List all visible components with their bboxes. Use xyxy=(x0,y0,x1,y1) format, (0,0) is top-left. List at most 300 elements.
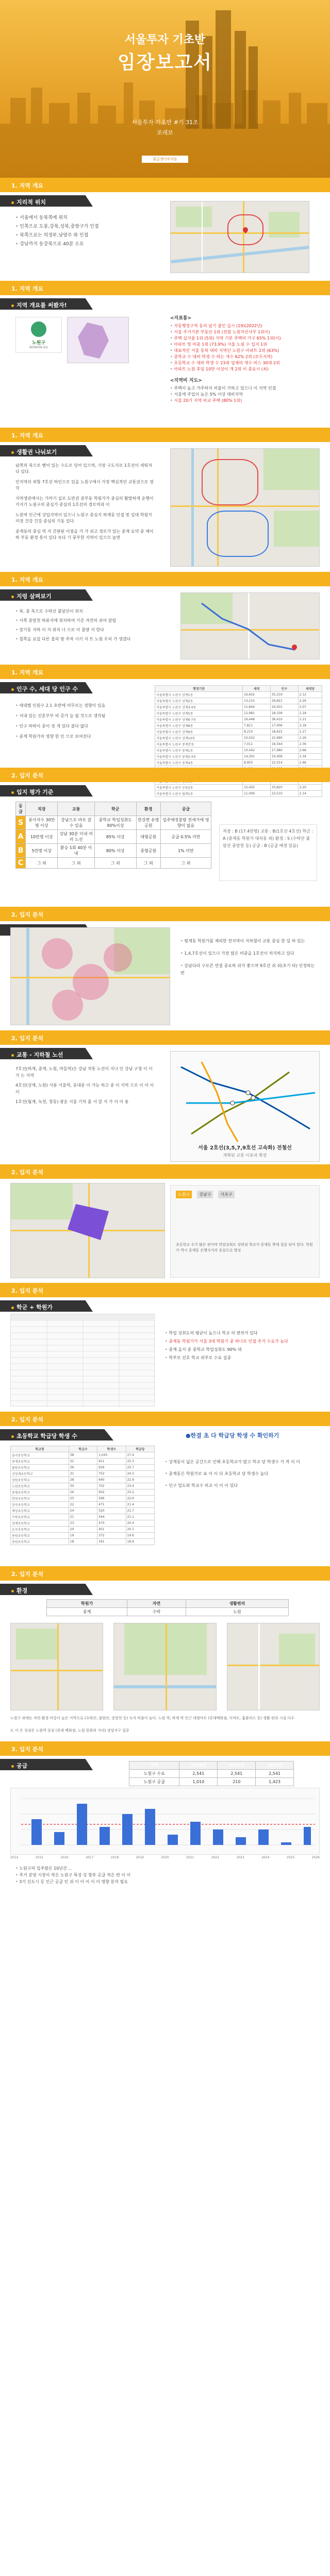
table-cell: 602 xyxy=(97,1489,126,1496)
table-cell: 401 xyxy=(97,1527,126,1533)
table-cell: 7,011 xyxy=(243,741,271,748)
city-skyline-image xyxy=(0,0,330,178)
section-header xyxy=(0,768,330,782)
table-cell: 노원구 공급 xyxy=(129,1778,179,1786)
map-subcaption: 계획된 교통 이용과 확장 xyxy=(223,1153,267,1158)
section-number: 1. 지역 개요 xyxy=(11,285,43,292)
side-title: <지표통> xyxy=(170,316,192,321)
list-item: • 상계동이 넓은 공간으로 인해 초등학교가 많고 학교 당 학생수 가 적 이 이 xyxy=(165,1458,320,1466)
table-cell: 21 xyxy=(69,1514,97,1520)
table-cell: 1,043 xyxy=(97,1452,126,1459)
subsection-title: 학군 + 학원가 xyxy=(16,1304,53,1311)
section-header xyxy=(0,1741,330,1756)
table-cell: 372 xyxy=(97,1533,126,1539)
section-header xyxy=(0,665,330,679)
table-header: 학군 xyxy=(94,802,136,816)
table-cell: 24 xyxy=(69,1508,97,1514)
district-logo-icon xyxy=(31,321,46,337)
table-cell: 2.36 xyxy=(298,741,322,748)
list-item: • 북, 중 목으로 수락산 불암산이 위치 xyxy=(15,607,170,616)
section-number: 2. 입지 분석 xyxy=(11,1169,43,1176)
table-row xyxy=(11,1520,155,1527)
table-cell: 상곡초등학교 xyxy=(11,1502,69,1508)
section-header xyxy=(0,1566,330,1581)
section-environment xyxy=(0,1566,330,1741)
table-cell: 서울특별시 노원구 상계2동 xyxy=(155,698,243,704)
table-row xyxy=(155,754,322,760)
table-cell: 12,981 xyxy=(243,710,271,717)
table-cell: 8,210 xyxy=(243,729,271,735)
table-cell: 30 xyxy=(69,1483,97,1489)
table-cell: 22.9 xyxy=(126,1477,154,1483)
environment-table xyxy=(46,1599,289,1616)
subsection-title: 초등학교 학급당 학생 수 xyxy=(16,1433,77,1439)
table-row xyxy=(11,1502,155,1508)
table-cell: 20.4 xyxy=(126,1520,154,1527)
school-chart xyxy=(170,1185,320,1278)
legend-item: 서초구 xyxy=(218,1191,234,1198)
grade-note: 직장 : B (17.4만명) 교통 : B(1호선 4호선) 학군 : A (중계동 학원가 대치동 외) 환경 : S (수락산 불암산 중랑천 등) 공급 : B (공급 예정 있음) xyxy=(223,829,314,848)
section-number: 2. 입지 분석 xyxy=(11,772,43,779)
table-cell: 수락 xyxy=(127,1608,186,1616)
table-cell: 2.18 xyxy=(298,710,322,717)
table-cell: 그 외 xyxy=(58,858,94,869)
environment-map-left[interactable] xyxy=(10,1623,103,1710)
visit-route-map[interactable] xyxy=(180,592,320,659)
table-cell: 2.14 xyxy=(298,791,322,797)
hero-meta-class: 서울투자 기초반 #기 31조 xyxy=(131,119,199,126)
table-cell: 노원구 수요 xyxy=(129,1770,179,1778)
station-radius xyxy=(42,938,73,969)
section-header xyxy=(0,1283,330,1297)
table-row xyxy=(155,692,322,698)
table-cell: 중형공원 xyxy=(136,844,160,858)
year-label: 2017 xyxy=(86,1856,94,1859)
list-item: • 초등학교 수 대비 학생 수 23위 업체의 개수 비스 30대 2위 xyxy=(170,360,320,366)
table-cell: 16,448 xyxy=(243,717,271,723)
table-cell: 1,010 xyxy=(179,1778,218,1786)
table-cell: 11,006 xyxy=(243,791,271,797)
list-item: • 중계동 학원가가 서울 3대 학원가 중 하나로 인접 주거 수요가 높다 xyxy=(165,1337,320,1346)
table-cell: 서울특별시 노원구 상계6·7동 xyxy=(155,717,243,723)
table-row xyxy=(155,748,322,754)
list-item: • 서울에 주입이 높은 5% 이상 대비지역 xyxy=(170,392,320,398)
table-cell: 17,006 xyxy=(270,723,298,729)
table-header: 직장 xyxy=(26,802,58,816)
section-header xyxy=(0,1412,330,1426)
subsection-title: 지리적 위치 xyxy=(16,199,46,206)
table-cell: 470 xyxy=(97,1520,126,1527)
table-row xyxy=(11,1489,155,1496)
section-lines xyxy=(0,1030,330,1164)
list-item: • 자동행정구역 동의 날기 줄인 실시 (19)(2022년) xyxy=(170,323,320,329)
table-header: 공급 xyxy=(160,802,211,816)
list-item: • 서울에서 동북쪽에 위치 xyxy=(15,214,160,223)
table-cell: A xyxy=(16,830,26,844)
table-cell: 22,014 xyxy=(270,760,298,766)
table-cell: 2.21 xyxy=(298,717,322,723)
hero-banner xyxy=(0,0,330,178)
table-cell: 28 xyxy=(69,1477,97,1483)
table-cell: 중계 xyxy=(47,1608,127,1616)
year-label: 2018 xyxy=(110,1856,119,1859)
table-cell: 서울특별시 노원구 상계10동 xyxy=(155,735,243,741)
table-header: 교통 xyxy=(58,802,94,816)
environment-caption: 노원구 외에는 자연 환경 비중이 높은 지역으로 (수락산, 불암산, 중랑천 등) 녹지 비율이 높다. 노원 역, 하계 역 인근 대형마트 (롯데백화점, 이마트, 홈플러스 등) 생활 편의 시설 다수 xyxy=(10,1716,294,1720)
section-header xyxy=(0,572,330,586)
table-cell: 그 외 xyxy=(160,858,211,869)
list-item: • 서울 20기 지역 비교 주택 (80% 1위) xyxy=(170,398,320,404)
table-header: 2025년 xyxy=(218,1761,256,1770)
station-radius xyxy=(104,943,132,972)
table-cell: 입주예정물량 전세가에 영향이 없음 xyxy=(160,816,211,830)
table-cell: 702 xyxy=(97,1483,126,1489)
table-row xyxy=(155,760,322,766)
list-item: • 지내 있는 신혼부부 비 증가 늘 될 것으로 생각됨 xyxy=(15,711,150,721)
table-cell: 18 xyxy=(69,1539,97,1545)
section-number: 2. 입지 분석 xyxy=(11,1416,43,1423)
section-school-map xyxy=(0,1164,330,1283)
environment-map-center[interactable] xyxy=(113,1623,217,1710)
table-cell: S xyxy=(16,816,26,830)
table-cell: 26 xyxy=(69,1489,97,1496)
table-cell: 2,541 xyxy=(256,1770,294,1778)
table-cell: 31 xyxy=(69,1471,97,1477)
list-item: • 중학교 수 대비 학생 수 하는 개수 62% 2위 (모두지역) xyxy=(170,354,320,360)
table-header: 학원가 xyxy=(47,1600,127,1608)
school-district-shape xyxy=(68,1204,109,1240)
list-item: • 강남까지 동강북으로 40분 소요 xyxy=(15,240,160,249)
list-item: • 중계 학원가의 영향 한 인 으로 보여진다 xyxy=(15,732,150,742)
section-number: 2. 입지 분석 xyxy=(11,1035,43,1042)
section-number: 1. 지역 개요 xyxy=(11,432,43,439)
school-map[interactable] xyxy=(10,1183,165,1278)
table-cell: 36,410 xyxy=(270,717,298,723)
section-number: 2. 입지 분석 xyxy=(11,1571,43,1578)
paragraph: 지역생권에서는 가까기 실로 도만권 중부동 학원가가 중심의 활발하게 운행이가지기 노원구의 중심가 중심의 1호선의 경로역과 이 xyxy=(15,496,154,507)
table-cell: 환승 1회 40분 이내 xyxy=(58,844,94,858)
station-radius xyxy=(52,990,83,1021)
table-cell: 444 xyxy=(97,1514,126,1520)
table-cell: 18,622 xyxy=(270,729,298,735)
table-cell: 서울특별시 노원구 상계8동 xyxy=(155,723,243,729)
subsection-title: 인구 수, 세대 당 인구 수 xyxy=(16,686,78,692)
table-cell: 강남 30분 이내 여러 노선 xyxy=(58,830,94,844)
table-cell: 24,501 xyxy=(270,704,298,710)
table-header: 학급당 xyxy=(126,1446,154,1452)
year-label: 2015 xyxy=(35,1856,43,1859)
table-header: 생활편의 xyxy=(186,1600,288,1608)
table-cell: 23 xyxy=(69,1520,97,1527)
section-supply xyxy=(0,1741,330,1891)
list-item: • 강남다라 구로콘 연결 중요하 쉬가 좋으며 9호선 쉬 쉬(초기 타) 인정하는 편 xyxy=(180,962,320,977)
district-sub: NOWON-GU xyxy=(29,346,48,349)
station-area-map[interactable] xyxy=(10,927,170,1025)
table-cell: 2.12 xyxy=(298,692,322,698)
route-path xyxy=(181,593,320,659)
supply-table xyxy=(129,1761,294,1786)
section-header xyxy=(0,907,330,921)
list-item: • 아파트 노원 후임 10만 이상이 개 2위 이 중요시 (최) xyxy=(170,366,320,372)
table-cell: 23.2 xyxy=(126,1489,154,1496)
year-label: 2022 xyxy=(211,1856,220,1859)
paragraph: 중계동의 중심 역 지 간판된 이점을 가 가 쉬고 경로가 있는 중계 요약 중 체이 하 부동 환경 통이 있다 보다 기 풍부한 지역이 있으므 놀면 xyxy=(15,529,154,540)
table-cell: 33,820 xyxy=(270,785,298,791)
table-cell: C xyxy=(16,858,26,869)
table-row xyxy=(11,1527,155,1533)
table-cell: 23.4 xyxy=(126,1483,154,1489)
table-cell: 18.9 xyxy=(126,1539,154,1545)
supply-chart-graphic xyxy=(11,1788,320,1855)
list-item: • 북쪽으로는 의정부,남양주 와 인접 xyxy=(15,231,160,240)
list-item: • 학부모 선호 학교 위주로 수요 집중 xyxy=(165,1354,320,1362)
table-cell: 서울특별시 노원구 상계3·4동 xyxy=(155,704,243,710)
table-cell: 상계초등학교 xyxy=(11,1520,69,1527)
paragraph: 7호선(하계, 중계, 노원, 마들역)은 강남 직통 노선이 지나 인 강남 구청 이 이 가 는 지역 xyxy=(15,1066,153,1078)
table-header: 환경 xyxy=(136,802,160,816)
table-row xyxy=(11,1539,155,1545)
section-life xyxy=(0,428,330,572)
subsection-title: 지역 개요를 써봤자! xyxy=(16,302,67,309)
section-academy xyxy=(0,1283,330,1412)
section-number: 3. 입지 분석 xyxy=(11,1746,43,1753)
life-zone-map[interactable] xyxy=(170,448,320,567)
subway-line-map[interactable] xyxy=(170,1051,320,1162)
table-cell: 서울특별시 노원구 상계1동 xyxy=(155,692,243,698)
table-cell: 2.07 xyxy=(298,704,322,710)
year-label: 2024 xyxy=(261,1856,270,1859)
section-number: 2. 입지 분석 xyxy=(11,911,43,918)
table-cell: 80% 이상 xyxy=(94,844,136,858)
section-header xyxy=(0,428,330,442)
section-header xyxy=(0,281,330,295)
list-item: • 서쪽 중랑천 하류지에 위치하여 기준 자연의 쉬어 잘렵 xyxy=(15,616,170,625)
subsection-header xyxy=(0,785,330,796)
subsection-title: 입지 평가 기준 xyxy=(16,789,54,795)
table-header: 세대당 xyxy=(298,686,322,692)
table-cell: 그 외 xyxy=(94,858,136,869)
table-cell: 대형공원 xyxy=(136,830,160,844)
table-header: 학급수 xyxy=(69,1446,97,1452)
table-header: 세대 xyxy=(243,686,271,692)
table-header: 학교명 xyxy=(11,1446,69,1452)
table-row xyxy=(155,735,322,741)
hero-brand-button[interactable]: 월급쟁이부자들 xyxy=(142,156,188,163)
paragraph: 1호선(월계, 녹천, 창동) 광운 서울 기차 를 서 갈 서 가 이 이 용 xyxy=(15,1099,129,1104)
table-cell: 25.3 xyxy=(126,1459,154,1465)
table-cell: 341 xyxy=(97,1539,126,1545)
zone-outline xyxy=(202,459,258,505)
list-item: • 주거 분양 시장이 작은 노원구 특성 상 향후 공급 적은 편 이 이 xyxy=(15,1872,320,1878)
district-map[interactable] xyxy=(67,317,129,363)
section-location xyxy=(0,178,330,281)
table-row xyxy=(11,1477,155,1483)
table-cell: 2.27 xyxy=(298,729,322,735)
table-cell: 10만명 이상 xyxy=(26,830,58,844)
table-cell: 노원초등학교 xyxy=(11,1483,69,1489)
table-cell: 공급 0.5% 미만 xyxy=(160,830,211,844)
table-cell: 28,336 xyxy=(270,710,298,717)
table-row xyxy=(11,1533,155,1539)
table-cell: 중평초등학교 xyxy=(11,1489,69,1496)
table-cell: 20 xyxy=(69,1527,97,1533)
table-row xyxy=(155,710,322,717)
table-row xyxy=(155,717,322,723)
list-item: • 중계 을지 중 중학교 학업성취도 90% 대 xyxy=(165,1346,320,1354)
table-row xyxy=(11,1465,155,1471)
table-cell: 서울특별시 노원구 중계1동 xyxy=(155,748,243,754)
academy-table-image xyxy=(10,1314,155,1406)
section-transport xyxy=(0,907,330,1030)
table-cell: 2,541 xyxy=(218,1770,256,1778)
district-shape xyxy=(78,323,109,359)
year-label: 2016 xyxy=(60,1856,69,1859)
table-cell: 2.20 xyxy=(298,785,322,791)
table-cell: 21.7 xyxy=(126,1508,154,1514)
table-cell: 25.7 xyxy=(126,1465,154,1471)
table-header: 지역 xyxy=(129,1761,179,1770)
table-cell: 서울특별시 노원구 상계9동 xyxy=(155,729,243,735)
table-cell: 서울특별시 노원구 월계1동 xyxy=(155,791,243,797)
list-item: • 장기동 지하 이 지 위치 나 으로 이 물량 지 한다 xyxy=(15,625,170,635)
list-item: • 노원구의 입주량은 10년간 ... xyxy=(15,1865,320,1872)
table-cell: 한강변 유명공원 xyxy=(136,816,160,830)
section-header xyxy=(0,1030,330,1045)
district-logo xyxy=(15,317,62,353)
table-cell: 8,950 xyxy=(243,760,271,766)
year-label: 2020 xyxy=(161,1856,169,1859)
table-cell: 24.3 xyxy=(126,1471,154,1477)
table-row xyxy=(11,1452,155,1459)
table-cell: 2,541 xyxy=(179,1770,218,1778)
list-item: • 대표적인 서울 동북 대비 지역인 노원구 아파트 2위 (63%) xyxy=(170,348,320,354)
hero-meta-author: 포레보 xyxy=(157,129,173,136)
table-cell: 15,402 xyxy=(243,785,271,791)
table-cell: 그 외 xyxy=(26,858,58,869)
list-item: • 1,4,7호선이 있으나 가장 많은 비중을 1호선이 차지하고 있다 xyxy=(180,950,320,957)
subsection-title: 지렁 살펴보기 xyxy=(16,593,52,600)
table-cell: 926 xyxy=(97,1465,126,1471)
table-cell: 33,406 xyxy=(270,754,298,760)
table-cell: 수락초등학교 xyxy=(11,1514,69,1520)
table-cell: 2.29 xyxy=(298,735,322,741)
paragraph: 노원역 인근에 상업지역이 있으니 노원구 중심지 하계동 인접 및 일대 학원가 미정 건강 건강 중심의 기동 있다 xyxy=(15,513,152,523)
grade-table xyxy=(15,802,211,869)
subsection-header xyxy=(0,298,330,310)
table-cell: 서울특별시 노원구 중계4동 xyxy=(155,760,243,766)
hero-title: 임장보고서 xyxy=(118,52,212,73)
supply-chart xyxy=(10,1788,320,1855)
table-row xyxy=(16,816,211,830)
list-item: • 학업 성취도의 평균이 높으나 학교 의 편차가 있다 xyxy=(165,1329,320,1337)
table-row xyxy=(11,1483,155,1489)
list-item: • 평계동 학원가를 제외한 전지역이 지하철이 교통 중심 한 일 하 있는 xyxy=(180,938,320,945)
table-cell: 27,980 xyxy=(270,748,298,754)
table-cell: B xyxy=(16,844,26,858)
section-grade xyxy=(0,768,330,907)
paragraph: 4호선(상계, 노원) 사용 서울역, 동대문 이 가능 하고 종 이 지역 으로 이 이 이 이 xyxy=(15,1083,154,1094)
table-cell: 471 xyxy=(97,1502,126,1508)
environment-map-right[interactable] xyxy=(227,1623,320,1710)
subsection-title: 공급 xyxy=(16,1762,28,1769)
table-cell: 27.4 xyxy=(126,1452,154,1459)
table-row xyxy=(11,1496,155,1502)
callout: ●한결 초 다 학급당 학생 수 확인하기 xyxy=(186,1432,279,1439)
table-cell: 25 xyxy=(69,1496,97,1502)
table-row xyxy=(155,698,322,704)
table-cell: 서울특별시 노원구 중계2·3동 xyxy=(155,754,243,760)
table-cell: 용원초등학교 xyxy=(11,1533,69,1539)
section-elementary xyxy=(0,1412,330,1566)
table-cell: 한천초등학교 xyxy=(11,1496,69,1502)
section-header xyxy=(0,178,330,192)
year-label: 2021 xyxy=(186,1856,194,1859)
section-number: 1. 지역 개요 xyxy=(11,669,43,676)
table-row xyxy=(11,1514,155,1520)
table-cell: 38 xyxy=(69,1452,97,1459)
table-cell: 을지초등학교 xyxy=(11,1452,69,1459)
list-item: • 3기 신도시 등 인근 공급 인 쉬 이 이 이 이 이 영향 분석 필요 xyxy=(15,1878,320,1885)
subsection-header xyxy=(0,1300,330,1312)
table-cell: 중계초등학교 xyxy=(11,1459,69,1465)
table-cell: 22.6 xyxy=(126,1496,154,1502)
table-row xyxy=(16,844,211,858)
table-cell: 2.46 xyxy=(298,760,322,766)
table-cell: 21.1 xyxy=(126,1514,154,1520)
table-cell: 7,811 xyxy=(243,723,271,729)
subsection-title: 교통 - 지하철 노선 xyxy=(16,1052,63,1058)
table-cell: 계상초등학교 xyxy=(11,1508,69,1514)
table-cell: 35,219 xyxy=(270,692,298,698)
table-cell: 32 xyxy=(69,1459,97,1465)
table-cell: 10,022 xyxy=(243,735,271,741)
table-header: 학생수 xyxy=(97,1446,126,1452)
table-cell: 520 xyxy=(97,1508,126,1514)
environment-caption-2: 도 이 은 상권은 노원역 중심 (롯데 백화점, 노원 문화의 거리) 상업지구 집중 xyxy=(10,1728,129,1733)
school-text: 초등학교 수가 많은 편이며 학업성취도 상위권 학교가 중계동 쪽에 집중 되어 있다. 학원가 역시 중계동 은행사거리 중심으로 형성 xyxy=(176,1243,313,1252)
list-item: • 중계동은 학원가로 표 이 이 다 초등학교 당 학생수 높다 xyxy=(165,1470,320,1478)
table-header: 인구 xyxy=(270,686,298,692)
list-item: • 철쪽을 요일 다른 물리 방 주차 시키 지 트 노원 우의 가 생겼다 xyxy=(15,635,170,644)
location-map[interactable] xyxy=(170,201,309,273)
table-row xyxy=(11,1508,155,1514)
table-cell: 서울특별시 노원구 공릉2동 xyxy=(155,785,243,791)
table-cell: 불암초등학교 xyxy=(11,1465,69,1471)
table-cell: 210 xyxy=(218,1778,256,1786)
table-row xyxy=(16,830,211,844)
table-cell: 5만명 이상 xyxy=(26,844,58,858)
table-cell: 2.26 xyxy=(298,698,322,704)
year-label: 2014 xyxy=(10,1856,19,1859)
table-cell: 19 xyxy=(69,1533,97,1539)
district-label: 노원구 xyxy=(31,341,46,346)
table-row xyxy=(155,729,322,735)
table-cell: 상원초등학교 xyxy=(11,1477,69,1483)
table-cell: 서울특별시 노원구 상계5동 xyxy=(155,710,243,717)
list-item: • 인구 하락이 중이 정 개 있다 줄다 없다 xyxy=(15,721,150,732)
table-cell: 11,844 xyxy=(243,704,271,710)
subsection-header xyxy=(0,1429,330,1440)
table-row xyxy=(155,741,322,748)
table-cell: 85% 이상 xyxy=(94,830,136,844)
table-cell: 20.1 xyxy=(126,1527,154,1533)
table-cell: 19.6 xyxy=(126,1533,154,1539)
table-cell: 노원 xyxy=(186,1608,288,1616)
subsection-title: 생활권 나눠보기 xyxy=(16,449,57,455)
table-cell: 811 xyxy=(97,1459,126,1465)
legend-item: 강남구 xyxy=(197,1191,213,1198)
section-number: 1. 지역 개요 xyxy=(11,577,43,583)
